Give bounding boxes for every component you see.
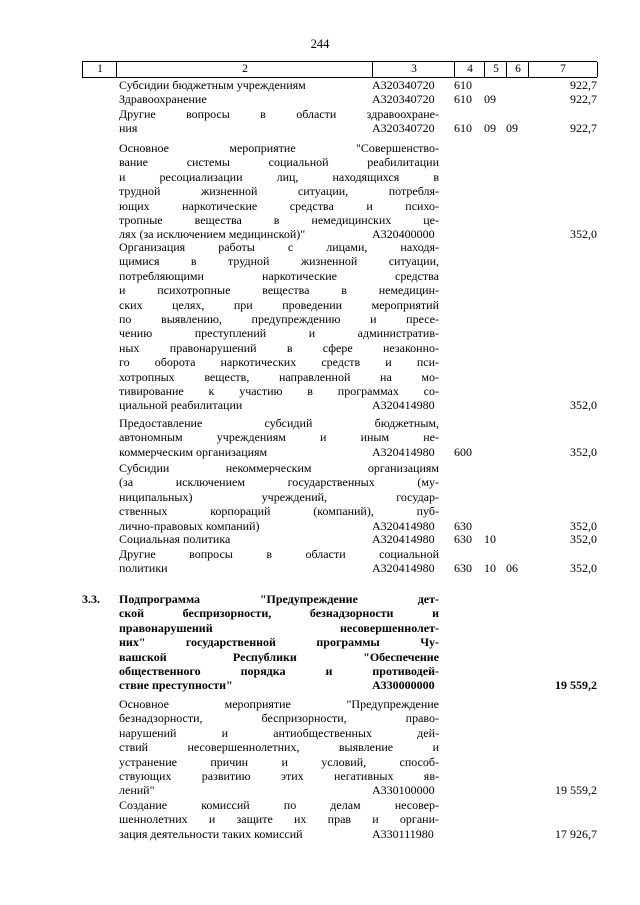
row-amount: 19 559,2 [555,678,597,693]
row-amount: 352,0 [570,444,597,459]
row-description-line: устранение причин и условий, способ- [119,754,439,769]
row-expense-type: 610 [454,121,472,136]
row-amount: 352,0 [570,518,597,533]
row-section: 09 [484,121,496,136]
header-cell-5: 5 [484,62,507,77]
row-description-line: по выявлению, предупреждению и пресе- [119,312,439,326]
row-code: A320414980 [372,561,435,576]
row-description-line: ствие преступности" [119,678,233,693]
row-code: A320340720 [372,78,435,92]
header-cell-3: 3 [372,62,455,77]
row-description-line: го оборота наркотических средств и пси- [119,355,439,370]
header-cell-2: 2 [116,62,373,77]
row-expense-type: 610 [454,92,472,106]
row-code: A330111980 [372,826,434,841]
row-expense-type: 630 [454,532,472,546]
row-description-line: ских целях, при проведении мероприятий [119,297,439,312]
row-description-line: ской беспризорности, безнадзорности и [119,606,439,621]
row-code: A320340720 [372,121,435,136]
row-code: A320414980 [372,518,435,533]
row-description-line: и ресоциализации лиц, находящихся в [119,169,439,184]
row-description-line: ственных корпораций (компаний), пуб- [119,504,439,519]
row-code: A330000000 [372,678,435,693]
row-expense-type: 610 [454,78,472,92]
row-description-line: Субсидии бюджетным учреждениям [119,78,306,92]
row-description-line: Другие вопросы в области социальной [119,547,439,561]
header-cell-1: 1 [82,62,117,77]
row-description-line: Создание комиссий по делам несовер- [119,798,439,812]
row-description-line: Здравоохранение [119,92,207,106]
row-number: 3.3. [82,592,100,606]
row-description-line: тропные вещества в немедицинских це- [119,213,439,227]
row-description-line: ющих наркотические средства и психо- [119,198,439,213]
row-code: A320414980 [372,444,435,459]
row-description-line: (за исключением государственных (му- [119,475,439,490]
row-expense-type: 630 [454,561,472,576]
row-subsection: 09 [506,121,518,136]
row-description-line: политики [119,561,168,576]
row-description-line: правонарушений несовершеннолет- [119,620,439,635]
row-description-line: тивирование к участию в программах со- [119,384,439,398]
row-description-line: хотропных веществ, направленной на мо- [119,369,439,384]
row-description-line: лений" [119,783,155,798]
row-description-line: шеннолетних и защите их прав и органи- [119,812,439,827]
row-description-line: нарушений и антиобщественных дей- [119,725,439,740]
row-description-line: лично-правовых компаний) [119,518,260,533]
row-amount: 352,0 [570,561,597,576]
row-description-line: Основное мероприятие "Совершенство- [119,141,439,155]
row-description-line: автономным учреждениям и иным не- [119,430,439,445]
row-description-line: общественного порядка и противодей- [119,664,439,678]
row-description-line: ствующих развитию этих негативных яв- [119,769,439,783]
row-section: 09 [484,92,496,106]
row-description-line: зация деятельности таких комиссий [119,826,303,841]
row-description-line: Подпрограмма "Предупреждение дет- [119,592,439,606]
row-description-line: и психотропные вещества в немедицин- [119,283,439,298]
row-description-line: чению преступлений и административ- [119,326,439,341]
row-description-line: Субсидии некоммерческим организациям [119,461,439,475]
header-cell-7: 7 [528,62,598,77]
row-description-line: лях (за исключением медицинской)" [119,227,306,242]
table-header [82,61,597,78]
row-code: A320400000 [372,227,435,242]
row-description-line: ных правонарушений в сфере незаконно- [119,340,439,355]
row-amount: 352,0 [570,532,597,546]
row-subsection: 06 [506,561,518,576]
row-description-line: Другие вопросы в области здравоохране- [119,107,439,121]
row-amount: 352,0 [570,227,597,242]
row-description-line: потребляющими наркотические средства [119,268,439,283]
header-cell-4: 4 [454,62,485,77]
row-amount: 19 559,2 [555,783,597,798]
row-code: A330100000 [372,783,435,798]
row-description-line: Социальная политика [119,532,231,546]
row-section: 10 [484,561,496,576]
row-description-line: ния [119,121,138,136]
row-amount: 17 926,7 [555,826,597,841]
row-amount: 922,7 [570,121,597,136]
row-description-line: них" государственной программы Чу- [119,635,439,650]
row-description-line: Предоставление субсидий бюджетным, [119,416,439,430]
header-cell-6: 6 [506,62,529,77]
row-description-line: безнадзорности, беспризорности, право- [119,711,439,726]
row-description-line: щимися в трудной жизненной ситуации, [119,254,439,269]
row-description-line: Основное мероприятие "Предупреждение [119,697,439,711]
row-amount: 352,0 [570,398,597,413]
row-expense-type: 600 [454,444,472,459]
row-description-line: Организация работы с лицами, находя- [119,240,439,254]
page-number: 244 [310,37,330,51]
row-description-line: трудной жизненной ситуации, потребля- [119,184,439,199]
row-amount: 922,7 [570,92,597,106]
row-amount: 922,7 [570,78,597,92]
row-description-line: циальной реабилитации [119,398,243,413]
row-code: A320414980 [372,532,435,546]
row-code: A320340720 [372,92,435,106]
row-section: 10 [484,532,496,546]
row-description-line: коммерческим организациям [119,444,268,459]
row-description-line: ствий несовершеннолетних, выявление и [119,740,439,755]
row-description-line: вание системы социальной реабилитации [119,155,439,170]
row-description-line: вашской Республики "Обеспечение [119,649,439,664]
row-description-line: ниципальных) учреждений, государ- [119,489,439,504]
row-code: A320414980 [372,398,435,413]
row-expense-type: 630 [454,518,472,533]
